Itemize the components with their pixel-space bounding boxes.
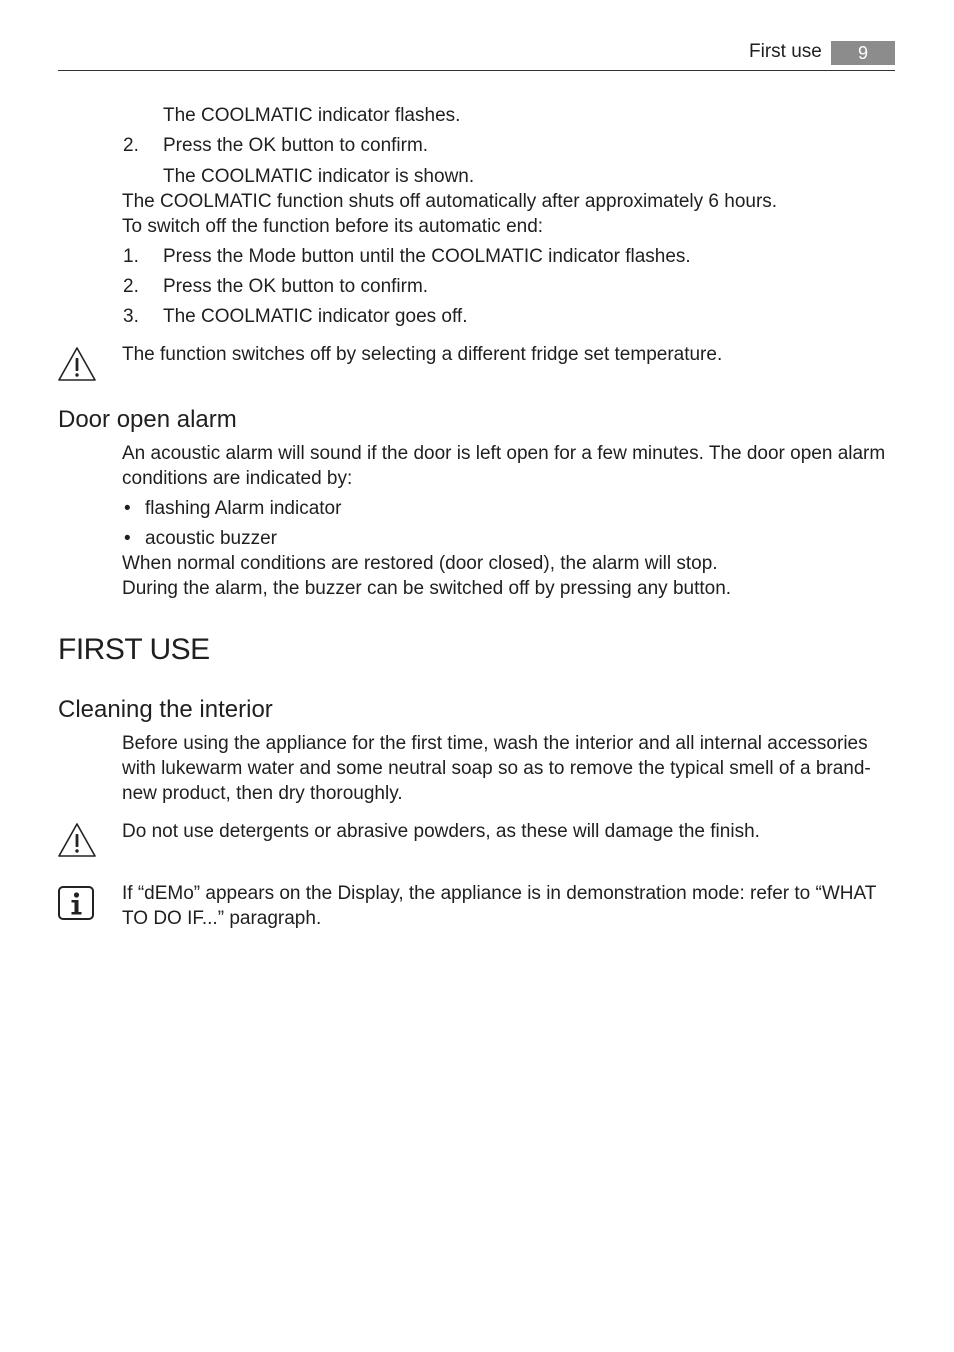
- buzzer-text: During the alarm, the buzzer can be switched off by pressing any button.: [122, 578, 732, 599]
- info-text-line: TO DO IF...” paragraph.: [122, 908, 322, 929]
- step-text: Press the OK button to confirm.: [163, 135, 429, 156]
- page-number: 9: [831, 41, 895, 65]
- first-use-heading: FIRST USE: [58, 633, 210, 666]
- door-alarm-paragraph-line: An acoustic alarm will sound if the door is left open for a few minutes. The door open alarm: [122, 443, 886, 464]
- step-text: Press the Mode button until the COOLMATIC indicator flashes.: [163, 246, 691, 267]
- alarm-restore-text: When normal conditions are restored (door closed), the alarm will stop.: [122, 553, 718, 574]
- bullet-marker: •: [124, 528, 131, 549]
- auto-off-text: The COOLMATIC function shuts off automatically after approximately 6 hours.: [122, 191, 778, 212]
- bullet-item: acoustic buzzer: [145, 528, 278, 549]
- step-number: 2.: [123, 135, 139, 156]
- header-rule: [58, 70, 895, 71]
- warning-triangle-icon: [57, 822, 97, 858]
- warning-text: Do not use detergents or abrasive powders, as these will damage the finish.: [122, 821, 760, 842]
- coolmatic-flashes-line: The COOLMATIC indicator flashes.: [163, 105, 461, 126]
- step-number: 1.: [123, 246, 139, 267]
- door-open-alarm-heading: Door open alarm: [58, 406, 237, 433]
- cleaning-paragraph-line: Before using the appliance for the first time, wash the interior and all internal accessories: [122, 733, 868, 754]
- info-icon: [57, 885, 95, 921]
- step-number: 2.: [123, 276, 139, 297]
- coolmatic-shown-line: The COOLMATIC indicator is shown.: [163, 166, 475, 187]
- warning-triangle-icon: [57, 346, 97, 382]
- bullet-marker: •: [124, 498, 131, 519]
- step-text: The COOLMATIC indicator goes off.: [163, 306, 468, 327]
- warning-text: The function switches off by selecting a different fridge set temperature.: [122, 344, 723, 365]
- bullet-item: flashing Alarm indicator: [145, 498, 342, 519]
- switch-off-intro: To switch off the function before its automatic end:: [122, 216, 544, 237]
- door-alarm-paragraph-line: conditions are indicated by:: [122, 468, 353, 489]
- running-header-section: First use: [749, 41, 822, 62]
- cleaning-paragraph-line: new product, then dry thoroughly.: [122, 783, 403, 804]
- info-text-line: If “dEMo” appears on the Display, the appliance is in demonstration mode: refer to “WHAT: [122, 883, 877, 904]
- step-text: Press the OK button to confirm.: [163, 276, 429, 297]
- cleaning-paragraph-line: with lukewarm water and some neutral soap so as to remove the typical smell of a brand-: [122, 758, 871, 779]
- cleaning-interior-heading: Cleaning the interior: [58, 696, 273, 723]
- step-number: 3.: [123, 306, 139, 327]
